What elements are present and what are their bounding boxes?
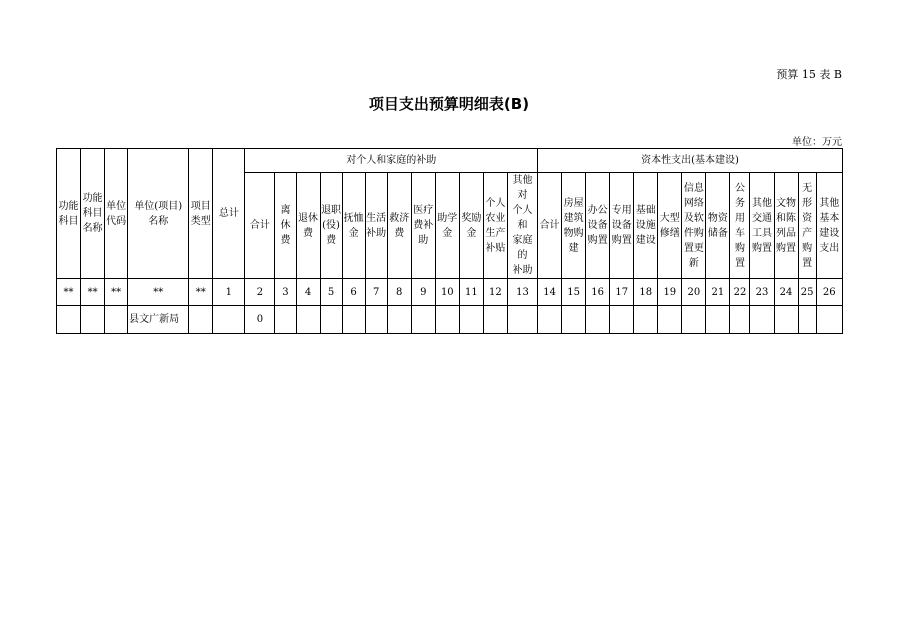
data-cell	[730, 306, 750, 334]
index-cell: **	[57, 279, 81, 306]
data-cell	[586, 306, 610, 334]
header-func-code	[57, 149, 81, 279]
header-unit-name	[128, 149, 189, 279]
group2-col-5	[634, 173, 658, 279]
group2-col-10	[750, 173, 774, 279]
group-personal-subsidy: 对个人和家庭的补助	[245, 149, 538, 173]
data-cell	[365, 306, 387, 334]
index-cell: 8	[387, 279, 411, 306]
group1-col-label: 退休 费	[298, 212, 319, 239]
data-cell	[342, 306, 365, 334]
data-cell	[634, 306, 658, 334]
data-cell	[387, 306, 411, 334]
group2-col-label: 房屋 建筑 物购 建	[563, 197, 584, 254]
group2-col-label: 文物 和陈 列品 购置	[776, 197, 797, 254]
data-cell	[81, 306, 105, 334]
group2-col-label: 基础 设施 建设	[635, 205, 656, 246]
group1-col-2	[275, 173, 296, 279]
group1-col-8	[411, 173, 435, 279]
data-cell	[682, 306, 706, 334]
data-cell	[275, 306, 296, 334]
index-cell: **	[128, 279, 189, 306]
group2-col-1	[538, 173, 562, 279]
group1-col-label: 退职 (役) 费	[321, 205, 342, 246]
group1-col-3	[296, 173, 320, 279]
index-cell: **	[105, 279, 128, 306]
index-cell: 9	[411, 279, 435, 306]
group2-col-label: 其他 基本 建设 支出	[819, 197, 840, 254]
index-cell: 17	[610, 279, 634, 306]
index-cell: 4	[296, 279, 320, 306]
data-cell	[610, 306, 634, 334]
data-cell	[562, 306, 586, 334]
data-cell	[189, 306, 213, 334]
header-total-label: 总计	[218, 208, 239, 219]
group2-col-label: 其他 交通 工具 购置	[751, 197, 772, 254]
group1-col-label: 救济 费	[389, 212, 410, 239]
group1-col-label: 助学 金	[437, 212, 458, 239]
group1-col-label: 个人 农业 生产 补贴	[485, 197, 506, 254]
data-cell	[816, 306, 842, 334]
index-cell: **	[81, 279, 105, 306]
index-cell: 18	[634, 279, 658, 306]
group1-col-12	[507, 173, 537, 279]
index-cell: 22	[730, 279, 750, 306]
data-cell	[459, 306, 483, 334]
data-cell	[658, 306, 682, 334]
index-cell: 16	[586, 279, 610, 306]
header-proj-type	[189, 149, 213, 279]
group2-col-label: 合计	[539, 220, 560, 231]
index-cell: 7	[365, 279, 387, 306]
data-cell	[750, 306, 774, 334]
data-cell	[213, 306, 245, 334]
data-cell: 0	[245, 306, 275, 334]
data-cell	[706, 306, 730, 334]
index-cell: 2	[245, 279, 275, 306]
header-unit-code-label: 单位 代码	[106, 200, 127, 227]
budget-table	[56, 148, 843, 334]
index-cell: 3	[275, 279, 296, 306]
data-cell	[798, 306, 816, 334]
data-cell	[105, 306, 128, 334]
group2-col-label: 大型 修缮	[659, 212, 680, 239]
group1-col-label: 奖励 金	[461, 212, 482, 239]
index-cell: 1	[213, 279, 245, 306]
header-unit-code	[105, 149, 128, 279]
index-cell: 5	[320, 279, 342, 306]
index-cell: 23	[750, 279, 774, 306]
group2-col-label: 专用 设备 购置	[611, 205, 632, 246]
index-cell: 10	[435, 279, 459, 306]
form-code: 预算 15 表 B	[776, 68, 842, 81]
group-capital-expenditure: 资本性支出(基本建设)	[538, 149, 843, 173]
group2-col-3	[586, 173, 610, 279]
group2-col-7	[682, 173, 706, 279]
group2-col-13	[816, 173, 842, 279]
data-cell	[507, 306, 537, 334]
group2-col-label: 物资 储备	[707, 212, 728, 239]
group2-col-2	[562, 173, 586, 279]
group2-col-6	[658, 173, 682, 279]
group1-col-label: 其他对 个人和 家庭的 补助	[512, 175, 533, 276]
data-cell	[483, 306, 507, 334]
header-unit-name-label: 单位(项目) 名称	[134, 200, 183, 227]
group1-col-11	[483, 173, 507, 279]
index-cell: 13	[507, 279, 537, 306]
index-cell: 12	[483, 279, 507, 306]
document-title: 项目支出预算明细表(B)	[368, 95, 530, 113]
index-cell: 19	[658, 279, 682, 306]
group1-col-4	[320, 173, 342, 279]
header-func-name	[81, 149, 105, 279]
group2-col-label: 信息 网络 及软 件购 置更 新	[683, 182, 704, 269]
data-cell	[411, 306, 435, 334]
header-total	[213, 149, 245, 279]
index-cell: 14	[538, 279, 562, 306]
group2-col-4	[610, 173, 634, 279]
data-cell	[538, 306, 562, 334]
data-cell	[320, 306, 342, 334]
group1-col-1	[245, 173, 275, 279]
unit-name-cell: 县文广新局	[128, 306, 189, 334]
group1-col-label: 合计	[249, 220, 270, 231]
group2-col-label: 公 务 用 车 购 置	[734, 182, 745, 269]
header-proj-type-label: 项目 类型	[190, 200, 211, 227]
group2-col-8	[706, 173, 730, 279]
group1-col-7	[387, 173, 411, 279]
group1-col-9	[435, 173, 459, 279]
header-func-name-label: 功能 科目 名称	[82, 193, 103, 234]
index-cell: 25	[798, 279, 816, 306]
unit-label: 单位：万元	[792, 137, 842, 148]
index-cell: 15	[562, 279, 586, 306]
data-cell	[774, 306, 798, 334]
index-cell: 21	[706, 279, 730, 306]
group1-col-label: 生活 补助	[366, 212, 387, 239]
group1-col-label: 抚恤 金	[343, 212, 364, 239]
index-cell: 6	[342, 279, 365, 306]
data-cell	[435, 306, 459, 334]
group2-col-label: 办公 设备 购置	[587, 205, 608, 246]
group1-col-10	[459, 173, 483, 279]
group2-col-12	[798, 173, 816, 279]
index-cell: 26	[816, 279, 842, 306]
group2-col-9	[730, 173, 750, 279]
group1-col-label: 医疗 费补 助	[413, 205, 434, 246]
index-cell: 24	[774, 279, 798, 306]
group2-col-11	[774, 173, 798, 279]
index-cell: 20	[682, 279, 706, 306]
data-cell	[296, 306, 320, 334]
index-cell: **	[189, 279, 213, 306]
header-func-code-label: 功能 科目	[58, 200, 79, 227]
group1-col-5	[342, 173, 365, 279]
data-cell	[57, 306, 81, 334]
group1-col-label: 离 休 费	[280, 205, 291, 246]
group2-col-label: 无 形 资 产 购 置	[802, 182, 813, 269]
index-cell: 11	[459, 279, 483, 306]
group1-col-6	[365, 173, 387, 279]
